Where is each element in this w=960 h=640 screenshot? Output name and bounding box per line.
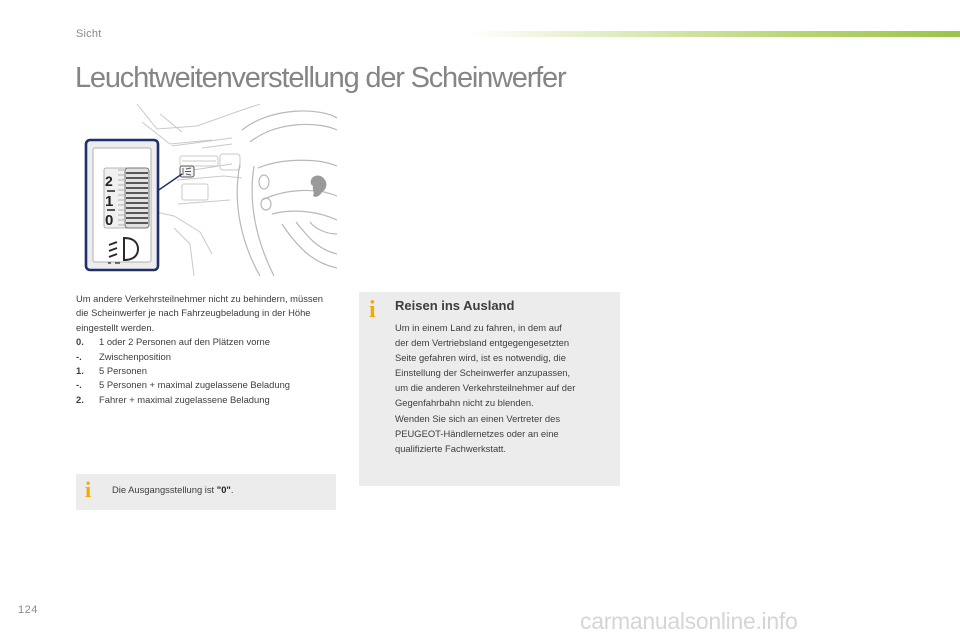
legend-text: Zwischenposition [99, 350, 171, 362]
legend-key: 2. [76, 393, 84, 405]
info-line: Gegenfahrbahn nicht zu blenden. [395, 397, 534, 409]
watermark-text: carmanualsonline.info [580, 608, 798, 634]
legend-key: -. [76, 379, 82, 391]
legend-item [76, 393, 338, 407]
note-text-end: . [230, 484, 234, 495]
info-line: Seite gefahren wird, ist es notwendig, die [395, 352, 566, 364]
intro-block [76, 292, 338, 407]
dial-position-1: 1 [105, 193, 114, 210]
info-icon: i [369, 297, 376, 323]
page-title: Leuchtweitenverstellung der Scheinwerfer [75, 62, 566, 94]
info-line: PEUGEOT-Händlernetzes oder an eine [395, 427, 559, 439]
legend-key: -. [76, 350, 82, 362]
note-text-start: Die Ausgangsstellung ist [112, 484, 217, 495]
dial-position-0: 0 [105, 212, 114, 229]
info-line: qualifizierte Fachwerkstatt. [395, 442, 506, 454]
info-icon: i [85, 477, 92, 502]
load-position-legend [76, 335, 338, 407]
note-text-value: "0" [216, 484, 231, 495]
page-number: 124 [18, 604, 38, 616]
dial-position-2: 2 [105, 173, 113, 189]
intro-text: Um andere Verkehrsteilnehmer nicht zu behindern, müssen die Scheinwerfer je nach Fahrzeugbeladung in der Höhe eingestellt werden. [76, 293, 324, 333]
info-line: um die anderen Verkehrsteilnehmer auf der [395, 382, 576, 394]
default-position-note [76, 474, 336, 510]
travel-abroad-box [359, 292, 620, 486]
legend-key: 0. [76, 336, 84, 348]
info-line: Wenden Sie sich an einen Vertreter des [395, 412, 561, 424]
legend-text: Fahrer + maximal zugelassene Beladung [99, 393, 270, 405]
legend-item [76, 335, 338, 349]
headlamp-adjustment-illustration [82, 104, 337, 276]
info-line: der dem Vertriebsland entgegengesetzten [395, 337, 570, 349]
note-text [112, 484, 233, 495]
legend-item [76, 364, 338, 378]
header-rule [470, 31, 960, 37]
legend-key: 1. [76, 365, 84, 377]
info-line: Um in einem Land zu fahren, in dem auf [395, 322, 562, 333]
lion-emblem-icon [311, 176, 327, 197]
info-line: Einstellung der Scheinwerfer anzupassen, [395, 367, 571, 379]
info-box-title: Reisen ins Ausland [395, 298, 515, 313]
legend-text: 5 Personen + maximal zugelassene Beladung [99, 379, 291, 391]
legend-item [76, 378, 338, 392]
info-box-body [395, 320, 609, 456]
dashboard-drawing [82, 104, 337, 276]
legend-text: 5 Personen [99, 365, 147, 377]
legend-text: 1 oder 2 Personen auf den Plätzen vorne [99, 336, 270, 348]
legend-item [76, 350, 338, 364]
section-label: Sicht [76, 28, 102, 40]
